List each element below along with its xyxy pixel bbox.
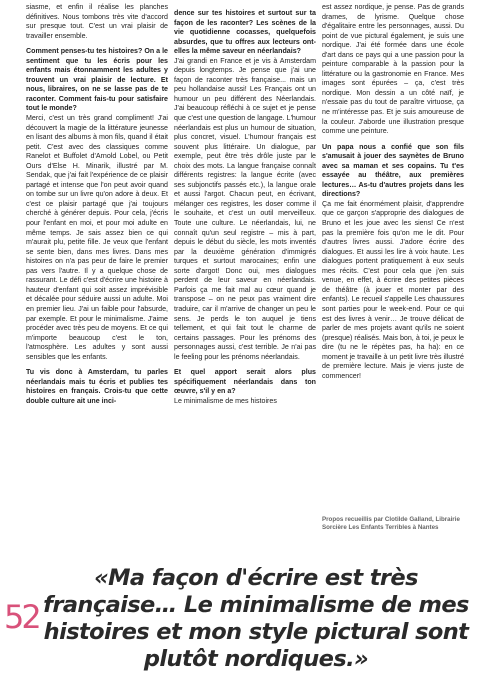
interview-question: Et quel apport serait alors plus spécifiquement néerlandais dans ton œuvre, s'il y en a? <box>174 368 316 396</box>
interview-answer: J'ai grandi en France et je vis à Amsterdam depuis longtemps. Je pense que j'ai une façon de raconter très française... mais un peu hollandaise aussi! Les Français ont un humour un peu différent des Néerlandais. J'ai beaucoup réfléchi à ce sujet et je pense que c'est une question de langage. L'humour néerlandais est plus un humour de situation, plus concret, visuel. L'humour français est souvent plus littéraire. Un dialogue, par exemple, peut être très drôle juste par le choix des mots. La langue française connaît différents registres: la langue écrite (avec ses subjonctifs passés etc.), la langue orale et aussi l'argot. Chacun peut, en écrivant, mélanger ces registres, les doser comme il le souhaite, et c'est un outil merveilleux. Toute une culture. Le néerlandais, lui, ne connaît qu'un seul registre – mis à part, depuis le début du siècle, les mots inventés par la deuxième génération d'immigrés turques et surtout marocaines; enfin une sorte d'argot! Donc oui, mes dialogues perdent de leur saveur en néerlandais. Parfois ça me fait mal au cœur quand je transpose – on ne peux pas vraiment dire traduire, car il m'arrive de changer un peu le sens. Je perds le ton auquel je tiens tellement, et qui fait tout le charme de certains passages. Pour les prénoms des personnages aussi, c'est terrible. Je n'ai pas le feeling pour les prénoms néerlandais. <box>174 56 316 361</box>
pull-quote: «Ma façon d'écrire est très française… Le minimalisme de mes histoires et mon style pictural sont plutôt nordiques.» <box>43 565 469 672</box>
interview-question: Comment penses-tu tes histoires? On a le sentiment que tu les écris pour les enfants mais étonnamment les adultes y trouvent un vrai plaisir de lecture. Et nous, libraires, on ne se lasse pas de te raconter. Comment fais-tu pour satisfaire tout le monde? <box>26 47 168 113</box>
interview-answer: est assez nordique, je pense. Pas de grands drames, de lyrisme. Quelque chose d'égalitaire entre les personnages, aussi. Du point de vue pictural également, je suis une nordique. J'ai été formée dans une école d'art dans ce pays qui a une passion pour la peinture comparable à la passion pour la littérature ou la gastronomie en France. Mes images sont épurées – ça, c'est très nordique. Mon dessin a un côté naïf, je n'essaie pas du tout de paraître virtuose, ça ne m'intéresse pas. Et je suis amoureuse de la couleur. J'aborde une illustration presque comme une peinture. <box>322 3 464 136</box>
interview-question: dence sur tes histoires et surtout sur ta façon de les raconter? Les scènes de la vie quotidienne cocasses, quelquefois absurdes, que tu offres aux lecteurs ont-elles la même saveur en néerlandais? <box>174 9 316 56</box>
page-number: 52 <box>4 598 39 636</box>
interview-question: Tu vis donc à Amsterdam, tu parles néerlandais mais tu écris et publies tes histoires en français. Crois-tu que cette double culture ait une inci- <box>26 368 168 405</box>
interview-answer: siasme, et enfin il réalise les planches définitives. Nous tombons très vite d'accord sur presque tout. C'est un vrai plaisir de travailler ensemble. <box>26 3 168 40</box>
interview-answer: Le minimalisme de mes histoires <box>174 396 277 405</box>
interview-question: Un papa nous a confié que son fils s'amusait à jouer des saynètes de Bruno avec sa maman et ses copains. Tu t'es essayée au théâtre, aux premières lectures… As-tu d'autres projets dans les directions? <box>322 142 464 199</box>
interview-answer: Ça me fait énormément plaisir, d'apprendre que ce garçon s'approprie des dialogues de Bruno et les joue avec les siens! Ce n'est pas la première fois qu'on me le dit. Pour d'autres livres aussi. J'adore écrire des dialogues. Et aussi les lire à voix haute. Les dialogues portent pratiquement à eux seuls mes récits. C'est pour cela que j'en suis venue, en effet, à écrire des petites pièces de théâtre (à jouer et monter par des enfants). Le recueil s'appelle Les chaussures sont parties pour le week-end. Pour ce qui est des livres à venir… Je trouve délicat de parler de mes projets avant qu'ils ne soient (presque) réalisés. Mais bon, à toi, je peux le dire (tu ne le répètes pas, ha ha): en ce moment je travaille à un petit livre très illustré de première lecture. Mais je viens juste de commencer! <box>322 199 464 380</box>
article-column-2 <box>174 3 316 406</box>
interview-answer: Merci, c'est un très grand compliment! J'ai découvert la magie de la littérature jeunesse en lisant des albums à mon fils, quand il était petit. C'est avec des classiques comme Ranelot et Buffolet d'Arnold Lobel, ou Petit Ours d'Else H. Minarik, illustré par M. Sendak, que j'ai fait l'expérience de ce plaisir partagé et intense que l'on peut avoir quand on tombe sur un livre qu'on adore à deux. Et c'est ce plaisir partagé que j'ai toujours cherché à générer depuis. Pour cela, j'écris pour l'enfant en moi, et pour moi adulte en même temps. Je sais assez bien ce qui m'aurait plu, petite fille. Je veux que l'enfant se sente bien, dans mes livres. Dans mes histoires on n'a pas peur de faire le premier pas vers l'autre. Il y a quelque chose de rassurant. Le défi c'est d'écrire une histoire à hauteur d'enfant qui soit assez imprévisible et décalée pour séduire aussi un adulte. Moi en premier lieu. J'ai un faible pour l'absurde, par exemple. Et pour le minimalisme. J'aime procéder avec très peu de moyens. Et ce qui m'importe beaucoup c'est le ton, l'atmosphère. Les adultes y sont aussi sensibles que les enfants. <box>26 114 168 361</box>
credit-line: Propos recueillis par Clotilde Galland, Librairie Sorcière Les Enfants Terribles à Nantes <box>322 516 460 531</box>
article-column-3 <box>322 3 464 381</box>
article-column-1 <box>26 3 168 406</box>
